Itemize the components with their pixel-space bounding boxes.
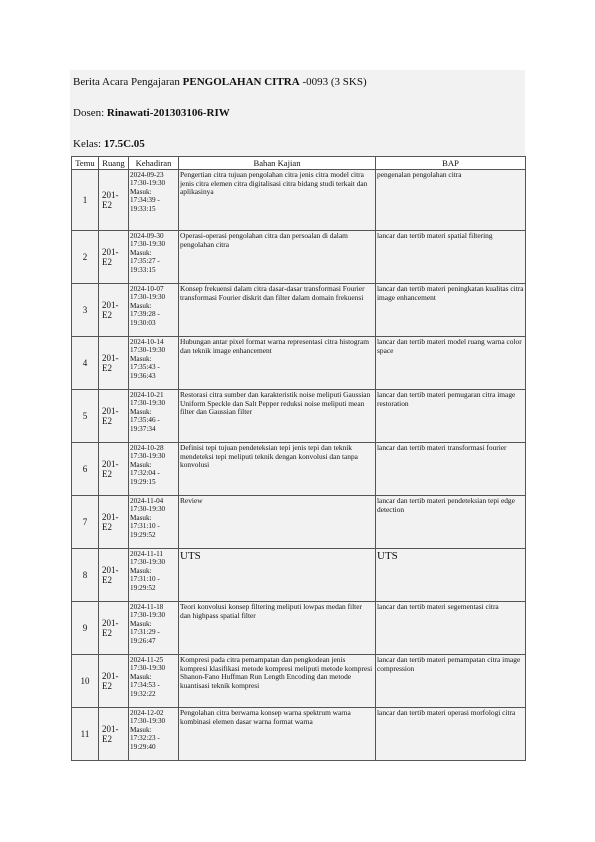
ruang-cell: 201-E2 [99,602,129,655]
table-row [72,443,526,496]
temu-cell: 10 [72,655,99,708]
ruang-cell: 201-E2 [99,170,129,231]
ruang-cell: 201-E2 [99,443,129,496]
bahan-kajian-cell: Konsep frekuensi dalam citra dasar-dasar transformasi Fourier transformasi Fourier diskrit dan filter dalam domain frekuensi [179,284,376,337]
ruang-cell: 201-E2 [99,337,129,390]
bap-cell: lancar dan tertib materi pendeteksian tepi edge detection [376,496,526,549]
ruang-cell: 201-E2 [99,231,129,284]
lecturer-label: Dosen: [73,107,107,119]
ruang-cell: 201-E2 [99,708,129,761]
kehadiran-cell: 2024-11-04 17:30-19:30 Masuk: 17:31:10 - 19:29:52 [129,496,179,549]
lecturer-value: Rinawati-201303106-RIW [106,107,230,119]
kehadiran-cell: 2024-09-23 17:30-19:30 Masuk: 17:34:39 - 19:33:15 [129,170,179,231]
table-header-row [72,157,526,170]
bahan-kajian-cell: Teori konvolusi konsep filtering meliputi lowpas medan filter dan highpass spatial filter [179,602,376,655]
bahan-kajian-cell: Hubungan antar pixel format warna representasi citra histogram dan teknik image enhancement [179,337,376,390]
bap-cell: lancar dan tertib materi spatial filtering [376,231,526,284]
class-line [70,132,525,156]
bahan-kajian-cell: Pengolahan citra berwarna konsep warna spektrum warna kombinasi elemen dasar warna format warna [179,708,376,761]
temu-cell: 6 [72,443,99,496]
ruang-cell: 201-E2 [99,390,129,443]
ruang-cell: 201-E2 [99,655,129,708]
bahan-kajian-cell: Operasi-operasi pengolahan citra dan persoalan di dalam pengolahan citra [179,231,376,284]
class-value: 17.5C.05 [103,138,145,150]
table-row [72,496,526,549]
course-suffix: -0093 (3 SKS) [299,76,367,88]
temu-cell: 5 [72,390,99,443]
temu-cell: 8 [72,549,99,602]
bap-cell: lancar dan tertib materi pemampatan citra image compression [376,655,526,708]
attendance-table [71,156,526,761]
kehadiran-cell: 2024-11-18 17:30-19:30 Masuk: 17:31:29 - 19:26:47 [129,602,179,655]
kehadiran-cell: 2024-10-14 17:30-19:30 Masuk: 17:35:43 - 19:36:43 [129,337,179,390]
bap-cell: lancar dan tertib materi peningkatan kualitas citra image enhancement [376,284,526,337]
kehadiran-cell: 2024-11-25 17:30-19:30 Masuk: 17:34:53 - 19:32:22 [129,655,179,708]
bap-cell: lancar dan tertib materi transformasi fourier [376,443,526,496]
bahan-kajian-cell: Pengertian citra tujuan pengolahan citra jenis citra model citra jenis citra elemen citra digitalisasi citra bidang studi terkait dan aplikasinya [179,170,376,231]
document-header [70,70,525,156]
table-row [72,231,526,284]
table-row [72,708,526,761]
bap-cell: lancar dan tertib materi pemugaran citra image restoration [376,390,526,443]
ruang-cell: 201-E2 [99,496,129,549]
bap-cell: UTS [376,549,526,602]
ruang-cell: 201-E2 [99,284,129,337]
course-name: PENGOLAHAN CITRA [182,76,300,88]
col-header-temu: Temu [72,157,99,170]
ruang-cell: 201-E2 [99,549,129,602]
table-row [72,602,526,655]
kehadiran-cell: 2024-10-28 17:30-19:30 Masuk: 17:32:04 - 19:29:15 [129,443,179,496]
col-header-ruang: Ruang [99,157,129,170]
temu-cell: 4 [72,337,99,390]
temu-cell: 2 [72,231,99,284]
temu-cell: 1 [72,170,99,231]
temu-cell: 3 [72,284,99,337]
bap-cell: pengenalan pengolahan citra [376,170,526,231]
course-prefix: Berita Acara Pengajaran [73,76,183,88]
bahan-kajian-cell: Definisi tepi tujuan pendeteksian tepi jenis tepi dan teknik mendeteksi tepi meliputi teknik dengan konvolusi dan tanpa konvolusi [179,443,376,496]
table-row [72,337,526,390]
kehadiran-cell: 2024-12-02 17:30-19:30 Masuk: 17:32:23 - 19:29:40 [129,708,179,761]
class-label: Kelas: [73,138,104,150]
col-header-kehadiran: Kehadiran [129,157,179,170]
kehadiran-cell: 2024-10-21 17:30-19:30 Masuk: 17:35:46 - 19:37:34 [129,390,179,443]
table-row [72,170,526,231]
col-header-bahan-kajian: Bahan Kajian [179,157,376,170]
table-row [72,284,526,337]
temu-cell: 11 [72,708,99,761]
course-title-line [70,70,525,94]
bahan-kajian-cell: Review [179,496,376,549]
bap-cell: lancar dan tertib materi model ruang warna color space [376,337,526,390]
bap-cell: lancar dan tertib materi segementasi citra [376,602,526,655]
kehadiran-cell: 2024-11-11 17:30-19:30 Masuk: 17:31:10 - 19:29:52 [129,549,179,602]
table-row [72,549,526,602]
bahan-kajian-cell: Restorasi citra sumber dan karakteristik noise meliputi Gaussian Uniform Speckle dan Salt Pepper reduksi noise meliputi mean filter dan Gaussian filter [179,390,376,443]
kehadiran-cell: 2024-10-07 17:30-19:30 Masuk: 17:39:28 - 19:30:03 [129,284,179,337]
bahan-kajian-cell: Kompresi pada citra pemampatan dan pengkodean jenis kompresi klasifikasi metode kompresi meliputi metode kompresi Shanon-Fano Huffman Run Length Encoding dan metode kuantisasi teknik kompresi [179,655,376,708]
lecturer-line [70,101,525,125]
temu-cell: 7 [72,496,99,549]
table-row [72,655,526,708]
table-row [72,390,526,443]
bahan-kajian-cell: UTS [179,549,376,602]
kehadiran-cell: 2024-09-30 17:30-19:30 Masuk: 17:35:27 - 19:33:15 [129,231,179,284]
temu-cell: 9 [72,602,99,655]
col-header-bap: BAP [376,157,526,170]
bap-cell: lancar dan tertib materi operasi morfologi citra [376,708,526,761]
